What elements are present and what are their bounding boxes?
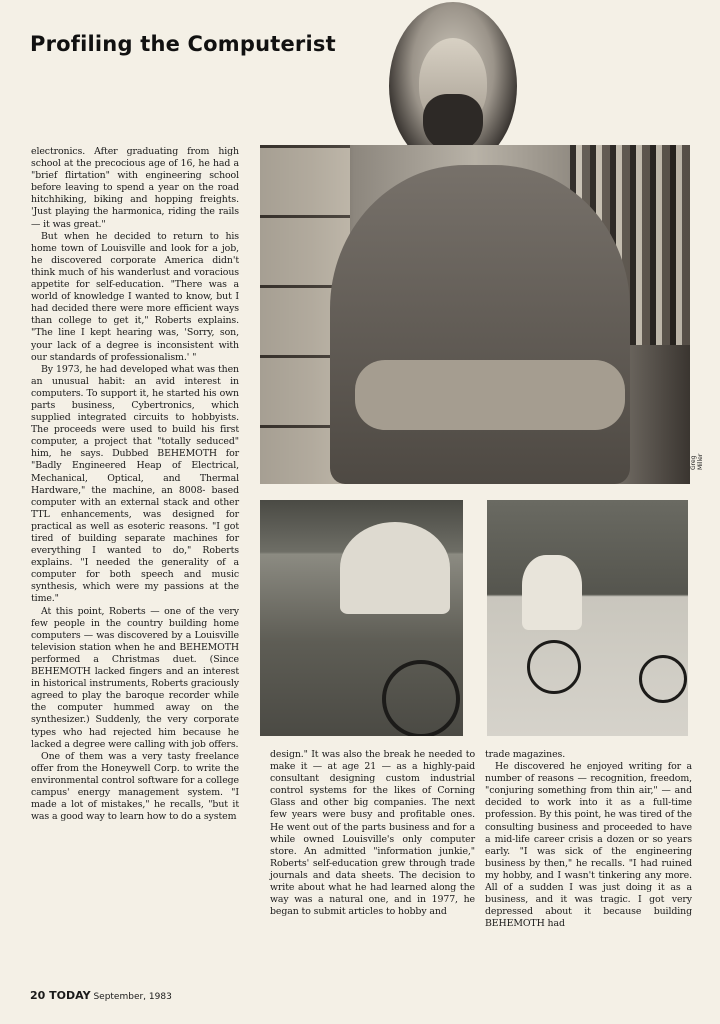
article-column-1 [31, 146, 239, 823]
tent [340, 522, 450, 614]
paragraph: One of them was a very tasty freelance offer from the Honeywell Corp. to write the environmental control software for a college campus' energy management system. "I made a lot of mistakes," he recalls, "but it was a good way to learn how to do a system [31, 750, 239, 823]
photo-recumbent-rider [487, 500, 688, 736]
rear-wheel [527, 640, 581, 694]
main-photo-arms-crossed [260, 145, 690, 484]
bicycle-wheel [382, 660, 460, 736]
issue-date: September, 1983 [93, 992, 172, 1002]
headline: Profiling the Computerist [30, 32, 336, 56]
page-footer [30, 989, 172, 1002]
paragraph: He discovered he enjoyed writing for a number of reasons — recognition, freedom, "conjuring something from thin air," — and decided to work into it as a full-time profession. By this point, he was tired of the consulting business and proceeded to have a mid-life career crisis a dozen or so years early. "I was sick of the engineering business by then," he recalls. "I had ruined my hobby, and I wasn't tinkering any more. All of a sudden I was just doing it as a business, and it was tragic. I got very depressed about it because building BEHEMOTH had [485, 761, 692, 930]
portrait-beard [423, 94, 483, 152]
article-column-2 [270, 749, 475, 918]
folio: 20 TODAY [30, 989, 91, 1002]
paragraph: At this point, Roberts — one of the very few people in the country building home computers — was discovered by a Louisville television station when he and BEHEMOTH performed a Christmas duet. (Since BEHEMOTH lacked fingers and an interest in historical instruments, Roberts graciously agreed to play the baroque recorder while the computer hummed away on the synthesizer.) Suddenly, the very corporate types who had rejected him because he lacked a degree were calling with job offers. [31, 605, 239, 750]
article-column-3 [485, 749, 692, 930]
front-wheel [639, 655, 687, 703]
rider [522, 555, 582, 630]
photo-tent-bicycle [260, 500, 463, 736]
man-torso [330, 165, 630, 484]
paragraph: electronics. After graduating from high school at the precocious age of 16, he had a "brief flirtation" with engineering school before leaving to spend a year on the road hitchhiking, biking and hopping freights. 'Just playing the harmonica, riding the rails — it was great." [31, 146, 239, 230]
crossed-arms [355, 360, 625, 430]
paragraph: trade magazines. [485, 749, 566, 760]
paragraph: design." It was also the break he needed to make it — at age 21 — as a highly-paid consultant designing custom industrial control systems for the likes of Corning Glass and other big companies. The next few years were busy and profitable ones. He went out of the parts business and for a while owned Louisville's only computer store. An admitted "information junkie," Roberts' self-education grew through trade journals and data sheets. The decision to write about what he had learned along the way was a natural one, and in 1977, he began to submit articles to hobby and [270, 749, 475, 918]
paragraph: By 1973, he had developed what was then an unusual habit: an avid interest in computers. To support it, he started his own parts business, Cybertronics, which supplied integrated circuits to hobbyists. The proceeds were used to build his first computer, a project that "totally seduced" him, he says. Dubbed BEHEMOTH for "Badly Engineered Heap of Electrical, Mechanical, Optical, and Thermal Hardware," the machine, an 8008- based computer with an external stack and other TTL enhancements, was designed for practical as well as esoteric reasons. "I got tired of building separate machines for everything I wanted to do," Roberts explains. "I needed the generality of a computer for both speech and music synthesis, which were my passions at the time." [31, 363, 239, 605]
paragraph: But when he decided to return to his home town of Louisville and look for a job, he discovered corporate America didn't think much of his wanderlust and voracious appetite for self-education. "There was a world of knowledge I wanted to know, but I had decided there were more efficient ways than college to get it," Roberts explains. "The line I kept hearing was, 'Sorry, son, your lack of a degree is inconsistent with our standards of professionalism.' " [31, 230, 239, 363]
photo-credit: Greg Miller [690, 453, 704, 470]
